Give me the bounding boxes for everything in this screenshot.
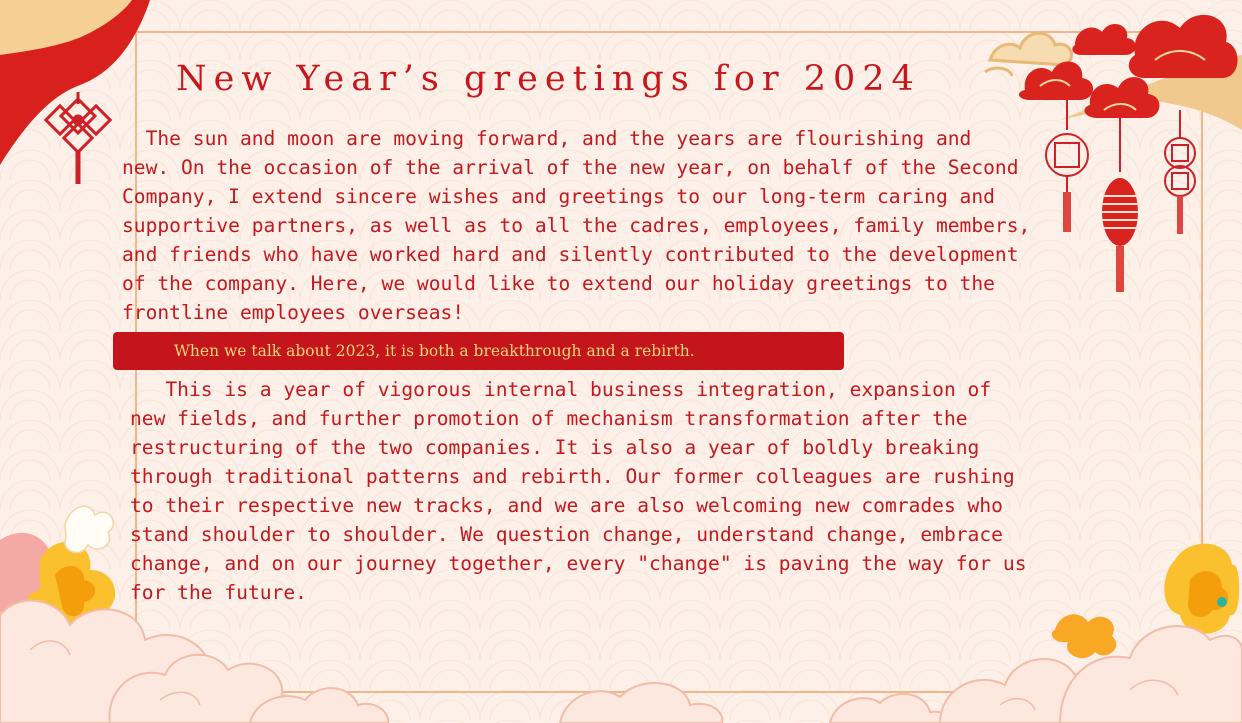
paragraph-line: restructuring of the two companies. It is also a year of boldly breaking: [130, 436, 980, 459]
paragraph-line: stand shoulder to shoulder. We question change, understand change, embrace: [130, 523, 1003, 546]
paragraph-line: This is a year of vigorous internal business integration, expansion of: [130, 378, 992, 401]
page-title: New Year’s greetings for 2024: [176, 59, 921, 99]
paragraph-line: to their respective new tracks, and we are also welcoming new comrades who: [130, 494, 1003, 517]
paragraph-line: frontline employees overseas!: [122, 301, 465, 324]
paragraph-line: change, and on our journey together, every "change" is paving the way for us: [130, 552, 1027, 575]
paragraph-line: new fields, and further promotion of mechanism transformation after the: [130, 407, 968, 430]
paragraph-line: through traditional patterns and rebirth. Our former colleagues are rushing: [130, 465, 1015, 488]
intro-paragraph: [122, 124, 1052, 327]
body-paragraph: [130, 375, 1060, 607]
paragraph-line: Company, I extend sincere wishes and greetings to our long-term caring and: [122, 185, 995, 208]
highlight-banner: [113, 332, 844, 370]
paragraph-line: new. On the occasion of the arrival of the new year, on behalf of the Second: [122, 156, 1019, 179]
paragraph-line: and friends who have worked hard and silently contributed to the development: [122, 243, 1019, 266]
paragraph-line: of the company. Here, we would like to extend our holiday greetings to the: [122, 272, 995, 295]
paragraph-line: for the future.: [130, 581, 307, 604]
banner-text: When we talk about 2023, it is both a breakthrough and a rebirth.: [174, 342, 695, 360]
paragraph-line: The sun and moon are moving forward, and the years are flourishing and: [122, 127, 972, 150]
paragraph-line: supportive partners, as well as to all the cadres, employees, family members,: [122, 214, 1031, 237]
